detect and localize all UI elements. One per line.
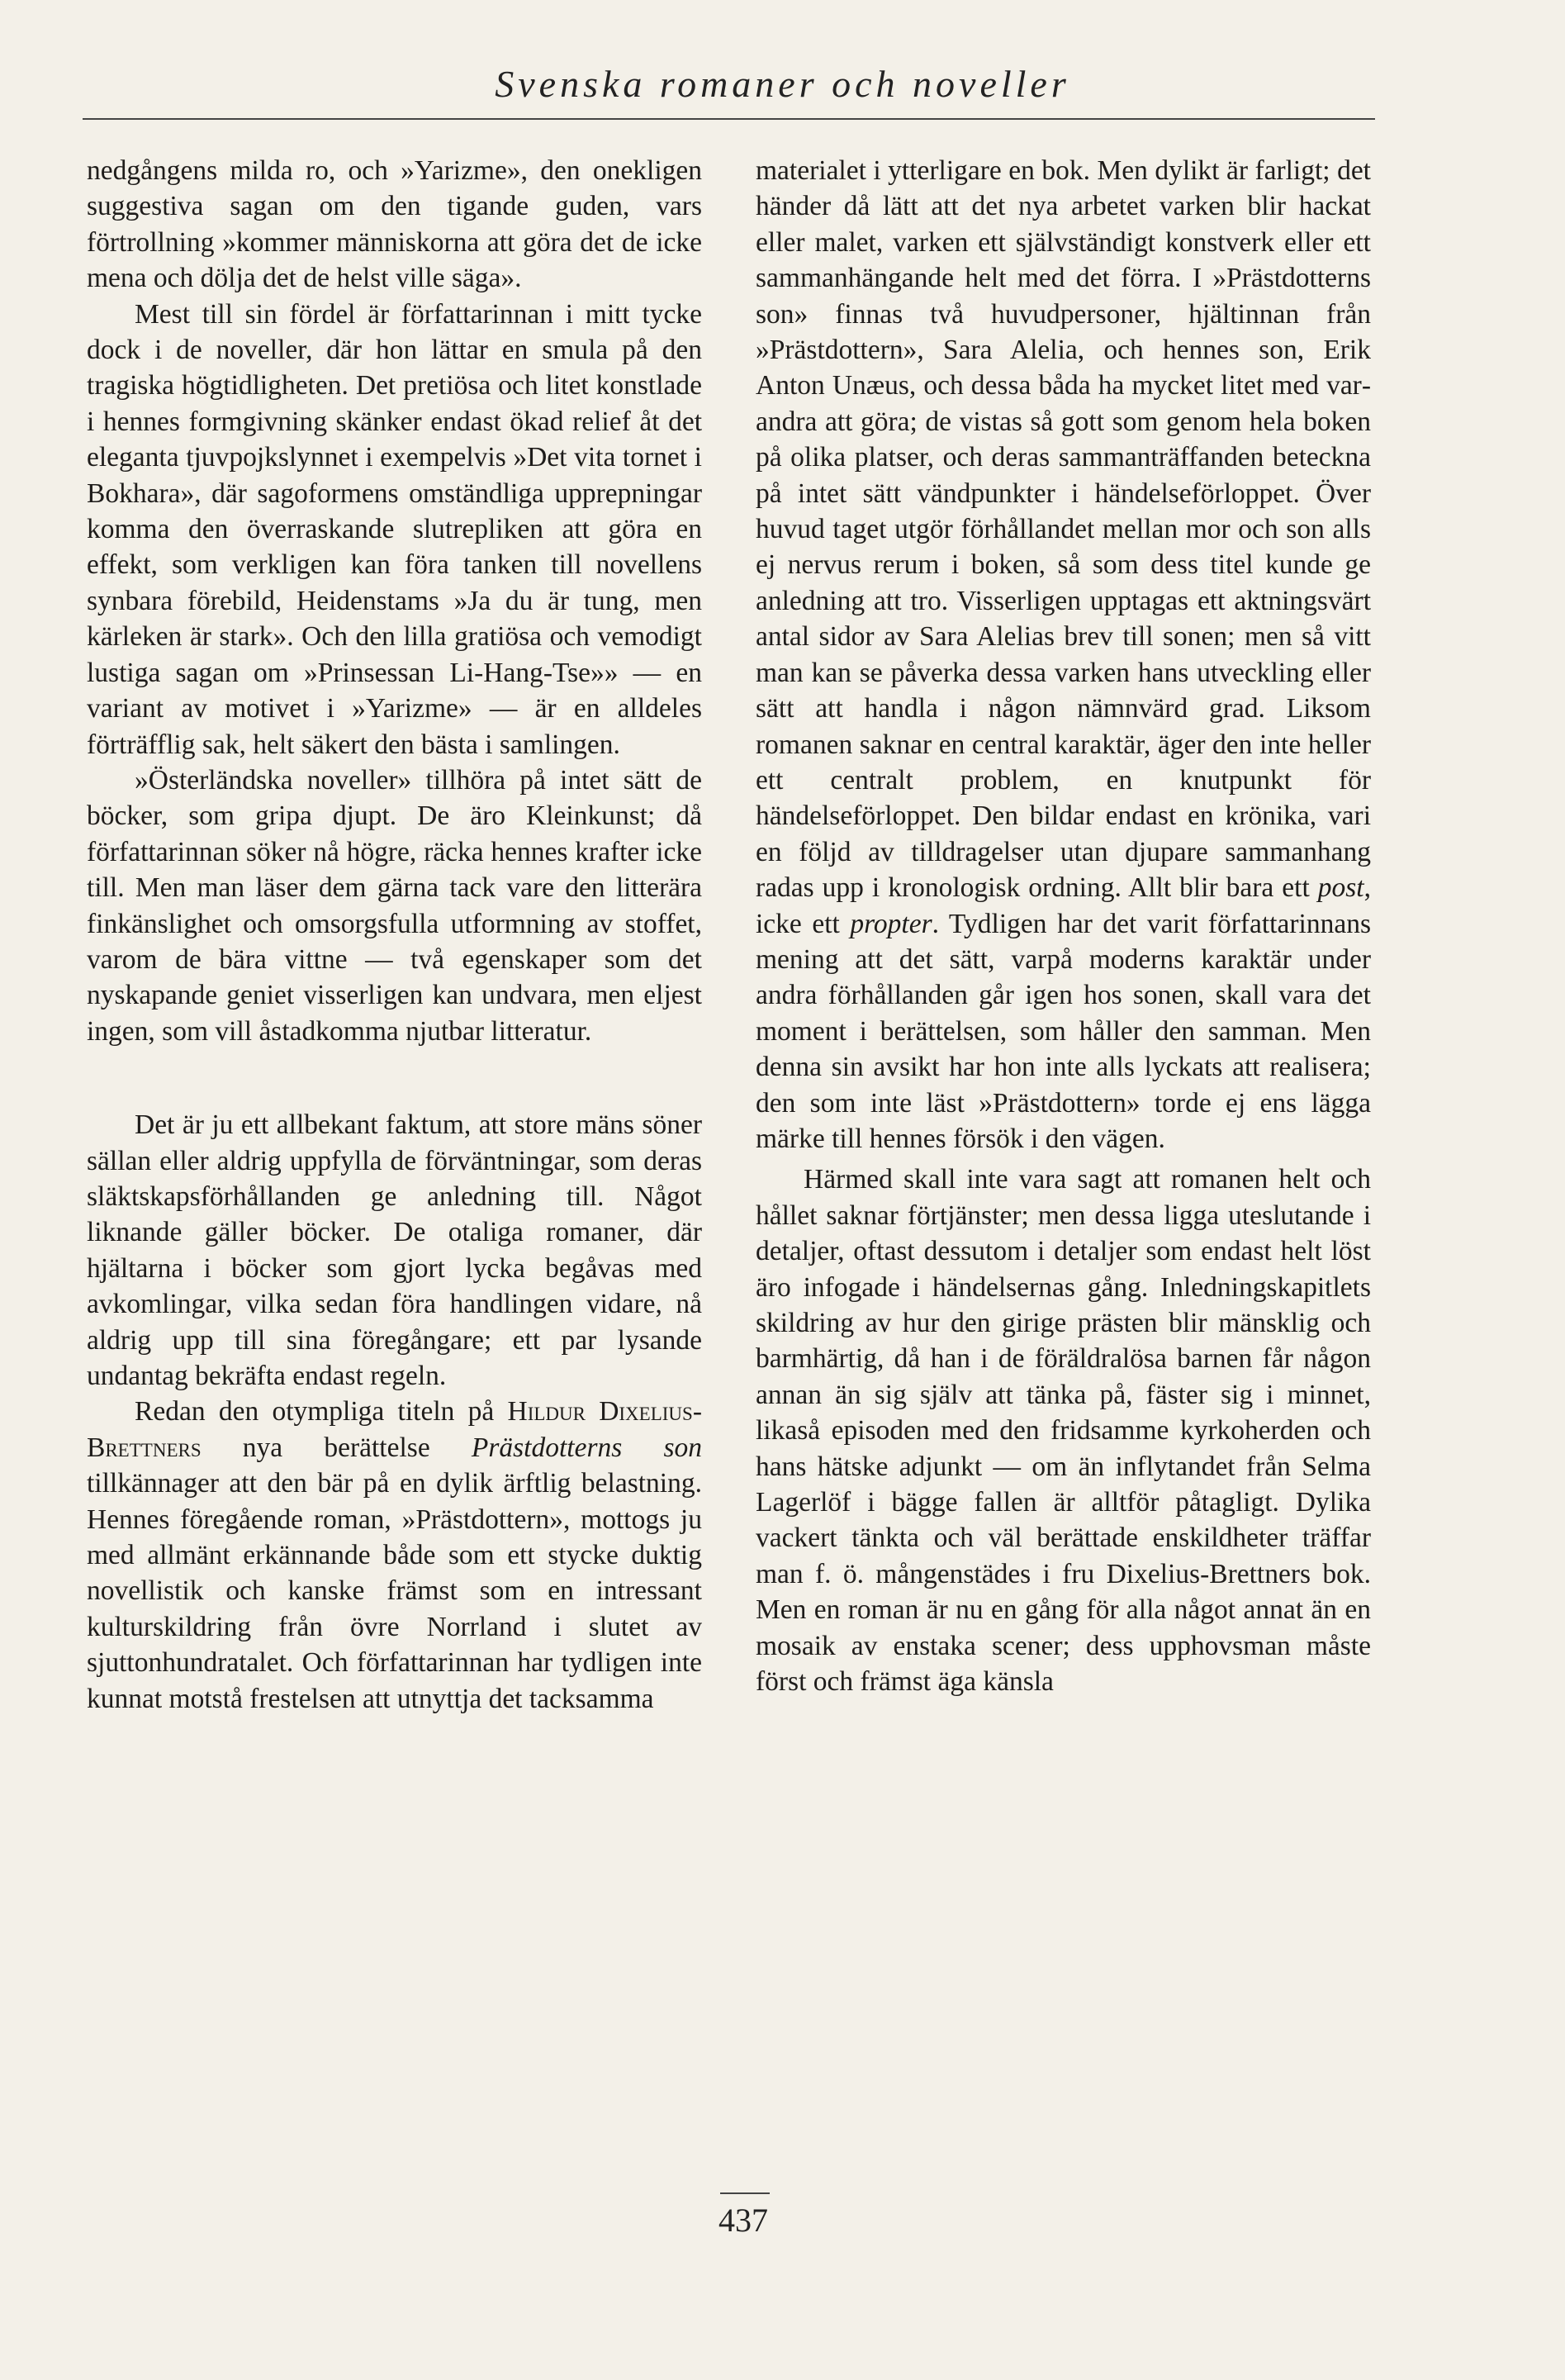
text-run: materialet i ytterligare en bok. Men dylikt är farligt; det händer då lätt att det nya arbetet varken blir hackat eller malet, varken ett självständigt konstverk eller ett sammanhängande helt med det förra. I »Prästdotterns son» finnas två huvudpersoner, hjältinnan från »Prästdottern», Sara Alelia, och hennes son, Erik Anton Unæus, och dessa båda ha mycket litet med varandra att göra; de vistas så gott som genom hela boken på olika platser, och deras sammanträffanden beteckna på intet sätt vändpunkter i händelseförloppet. Över huvud taget utgör förhållandet mellan mor och son alls ej nervus rerum i boken, så som dess titel kunde ge anledning att tro. Visserligen upptagas ett aktningsvärt antal sidor av Sara Alelias brev till sonen; men så vitt man kan se påverka dessa varken hans utveckling eller sätt att handla i någon nämnvärd grad. Liksom romanen saknar en central karaktär, äger den inte heller ett centralt problem, en knutpunkt för händelseförloppet. Den bildar endast en krönika, vari en följd av tilldragelser utan djupare sammanhang radas upp i kronologisk ordning. Allt blir bara ett bbox=[756, 155, 1371, 904]
text-run: , icke ett bbox=[756, 872, 1371, 939]
running-header: Svenska romaner och noveller bbox=[495, 63, 1070, 105]
paragraph: Mest till sin fördel är författarinnan i mitt tycke dock i de noveller, där hon lättar en smula på den tragiska högtidligheten. Det pretiösa och litet konstlade i hennes formgivning skänker endast ökad relief åt det eleganta tjuvpojkslynnet i exempelvis »Det vita tornet i Bokhara», där sagoformens omständliga upprepningar komma den överraskande slutrepliken att göra en effekt, som verkligen kan föra tanken till novellens synbara förebild, Heidenstams »Ja du är tung, men kärleken är stark». Och den lilla gratiösa och vemodigt lustiga sagan om »Prinsessan Li-Hang-Tse»» — en variant av motivet i »Yarizme» — är en alldeles förträfflig sak, helt säkert den bästa i samlingen. bbox=[87, 298, 702, 760]
right-column bbox=[756, 153, 1371, 1699]
author-name: Hildur Dixelius-Brettners bbox=[87, 1396, 702, 1463]
page-number: 437 bbox=[718, 2202, 768, 2239]
book-title: Prästdotterns son bbox=[471, 1432, 702, 1463]
paragraph bbox=[87, 1394, 702, 1717]
paragraph: nedgångens milda ro, och »Yarizme», den onekligen suggestiva sagan om den tigande guden, vars förtrollning »kommer människorna att göra det de icke mena och dölja det de helst ville säga». bbox=[87, 155, 702, 294]
left-column bbox=[87, 153, 702, 1717]
paragraph: Härmed skall inte vara sagt att romanen helt och hållet saknar förtjänster; men dessa ligga uteslutande i detaljer, oftast dessutom i detaljer som endast helt löst äro infogade i händelsernas gång. Inledningskapitlets skildring av hur den girige prästen blir mänsklig och barmhärtig, då han i de föräldralösa barnen får någon annan än sig själv att tänka på, fäster sig i minnet, likaså episoden med den fridsamme kyrkoherden och hans hätske adjunkt — om än inflytandet från Selma Lagerlöf i bägge fallen är alltför påtagligt. Dylika vackert tänkta och väl berättade enskildheter träffar man f. ö. mångenstädes i fru Dixelius-Brettners bok. Men en roman är nu en gång för alla något annat än en mosaik av enstaka scener; dess upphovsman måste först och främst äga känsla bbox=[756, 1164, 1371, 1698]
text-run: tillkännager att den bär på en dylik ärftlig belastning. Hennes föregående roman, »Prästdottern», mottogs ju med allmänt erkännande både som ett stycke duktig novellistik och kanske främst som en intressant kulturskildring från övre Norrland i slutet av sjuttonhundratalet. Och författarinnan har tydligen inte kunnat motstå frestelsen att utnyttja det tacksamma bbox=[87, 1468, 702, 1714]
paragraph bbox=[756, 153, 1371, 1157]
text-run: . Tydligen har det varit författarinnans mening att det sätt, varpå moderns karaktär under andra förhållanden går igen hos sonen, skall vara det moment i berättelsen, som håller den samman. Men denna sin avsikt har hon inte alls lyckats att realisera; den som inte läst »Prästdottern» torde ej ens lägga märke till hennes försök i den vägen. bbox=[756, 908, 1371, 1154]
paragraph: Det är ju ett allbekant faktum, att store mäns söner sällan eller aldrig uppfylla de förväntningar, som deras släktskapsförhållanden ge anledning till. Något liknande gäller böcker. De otaliga romaner, där hjältarna i böcker som gjort lycka begåvas med avkomlingar, vilka sedan föra handlingen vidare, nå aldrig upp till sina föregångare; ett par lysande undantag bekräfta endast regeln. bbox=[87, 1109, 702, 1391]
header-rule bbox=[83, 118, 1375, 120]
paragraph: »Österländska noveller» tillhöra på intet sätt de böcker, som gripa djupt. De äro Kleinkunst; då författarinnan söker nå högre, räcka hennes krafter icke till. Men man läser dem gärna tack vare den litterära finkänslighet och omsorgsfulla utformning av stoffet, varom de bära vittne — två egenskaper som det nyskapande geniet visserligen kan undvara, men eljest ingen, som vill åstadkomma njutbar litteratur. bbox=[87, 764, 702, 1047]
latin-term: post bbox=[1317, 872, 1364, 904]
text-run: nya berättelse bbox=[201, 1432, 472, 1463]
section-break bbox=[87, 1049, 702, 1107]
latin-term: propter bbox=[850, 908, 932, 939]
text-run: Redan den otympliga titeln på bbox=[135, 1396, 508, 1428]
footer-rule bbox=[720, 2192, 770, 2194]
